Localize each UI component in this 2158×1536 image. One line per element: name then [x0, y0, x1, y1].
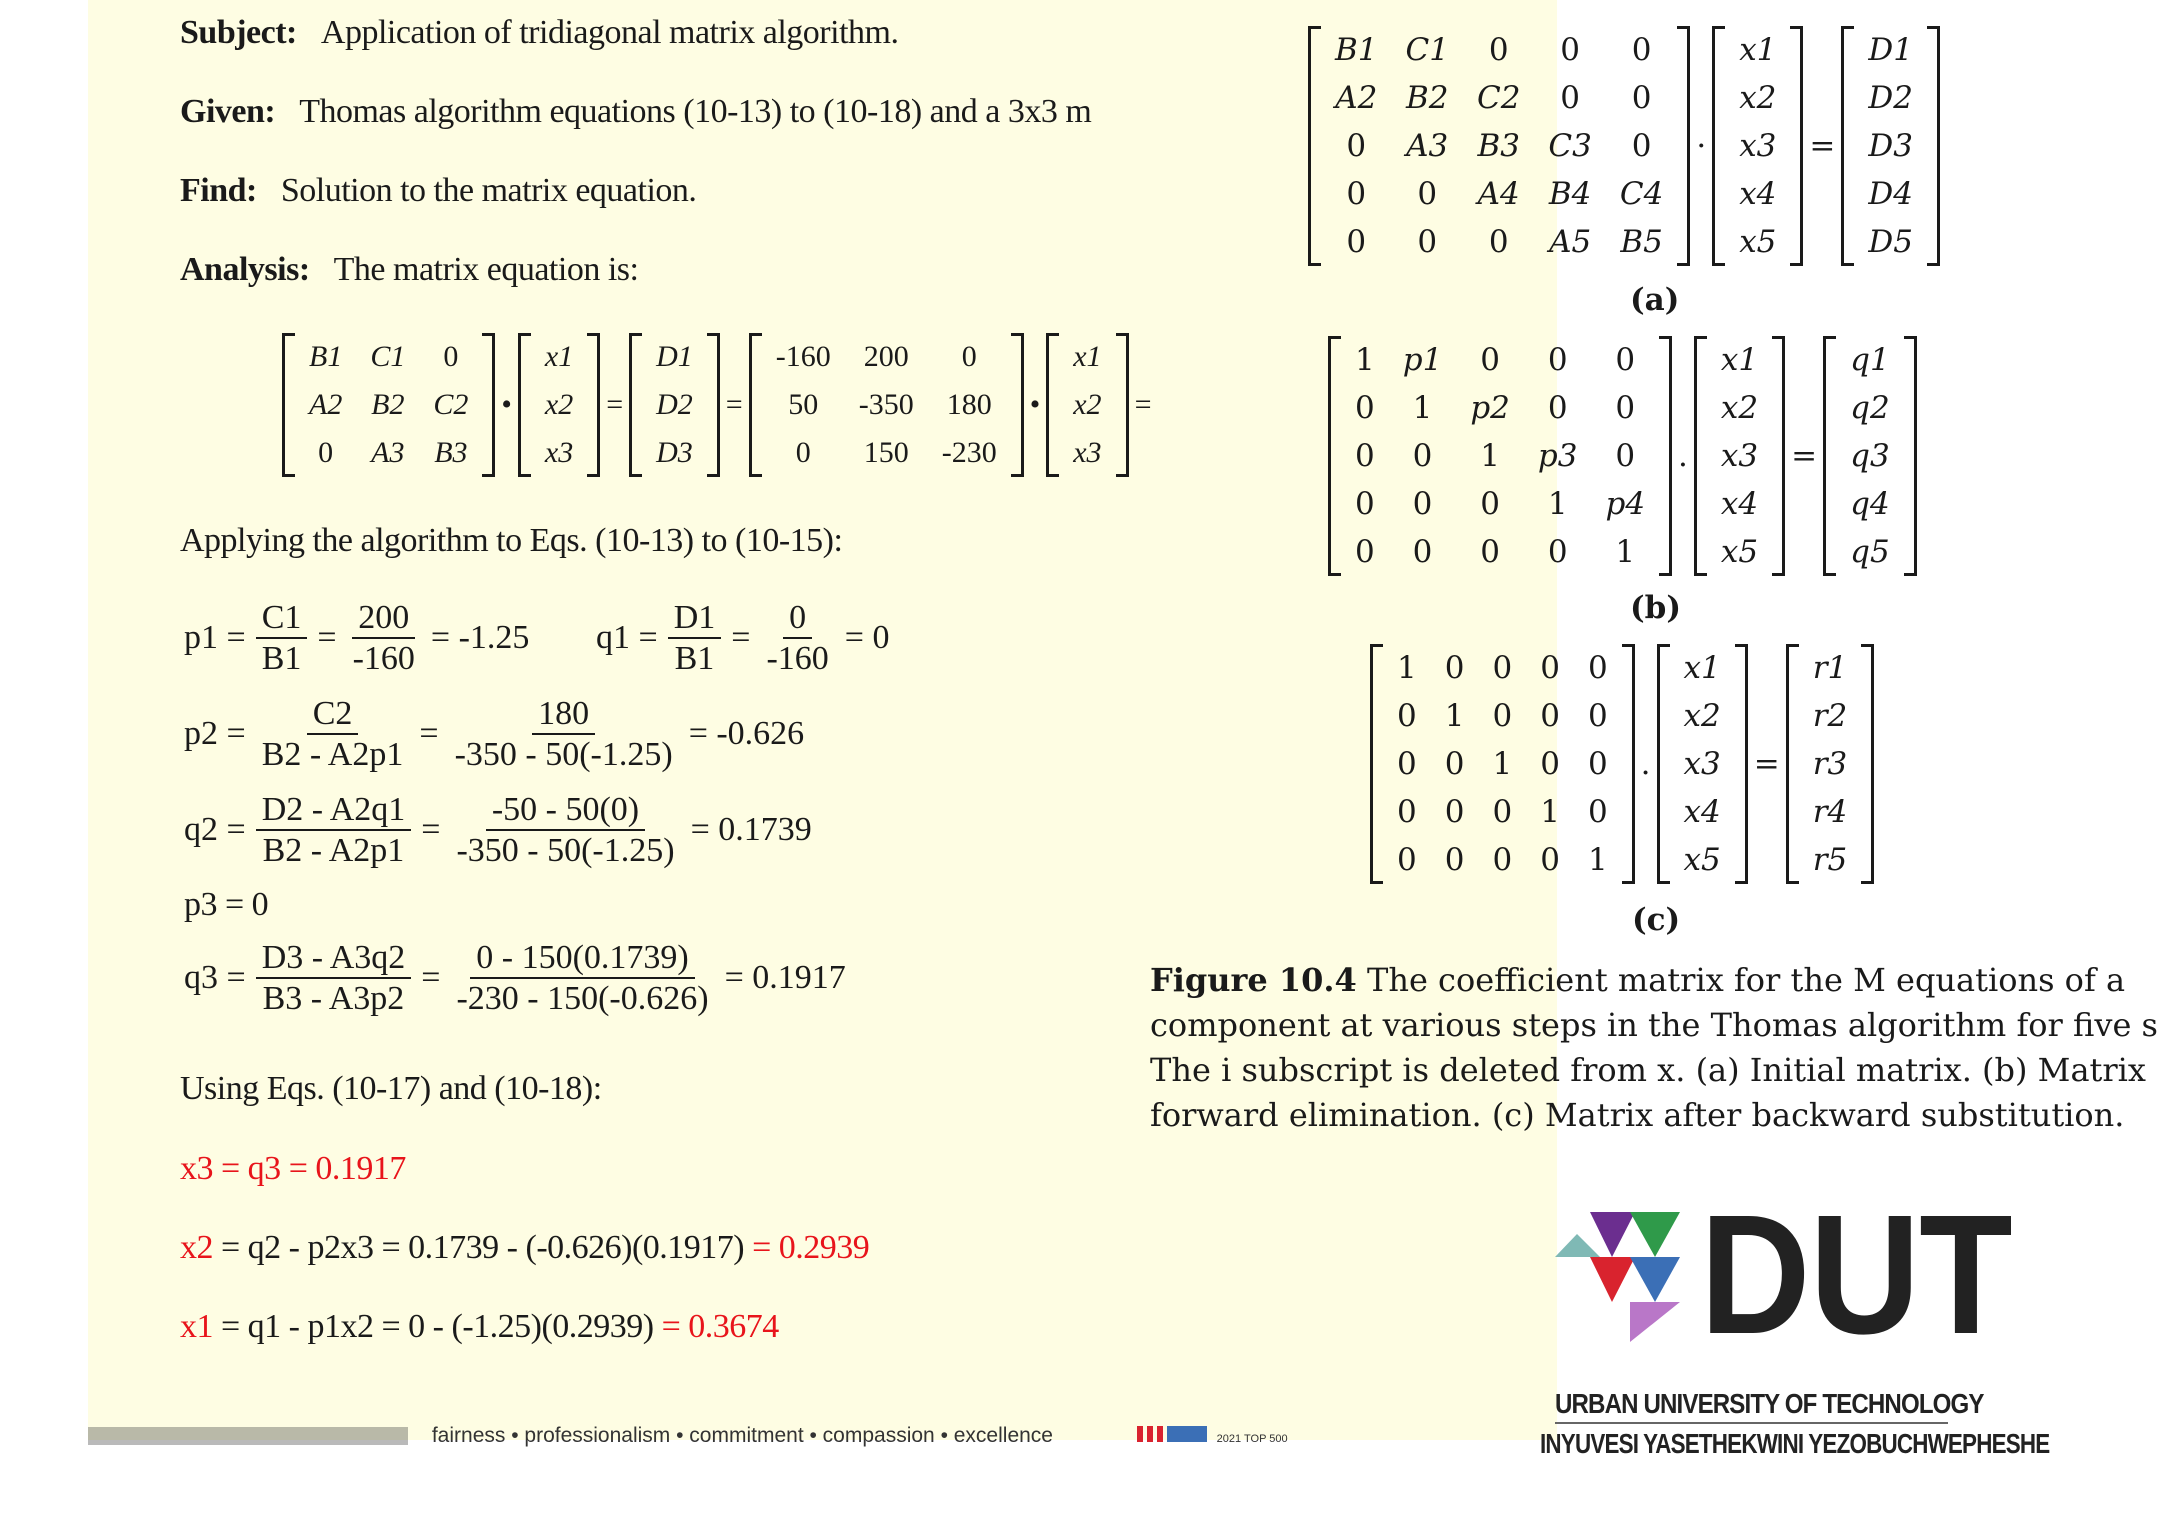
- vector-cell: x5: [1720, 534, 1759, 570]
- vector-cell: x3: [544, 436, 574, 469]
- matrix-cell: 0: [961, 340, 977, 373]
- vector-cell: q3: [1850, 438, 1890, 474]
- vector-cell: r1: [1812, 650, 1848, 686]
- worked-example-panel-lower: [1121, 1172, 1557, 1440]
- step-p2: p2 = $\frac{C2}{B2 - A2p1}$ = $\frac{180}{-350 - 50(-1.25)}$ = -0.626: [184, 695, 805, 774]
- matrix-cell: B1: [1335, 32, 1378, 68]
- using-text: Using Eqs. (10-17) and (10-18):: [180, 1070, 602, 1107]
- matrix-cell: 0: [318, 436, 334, 469]
- envision-logo: [88, 1427, 408, 1445]
- matrix-cell: B1: [309, 340, 343, 373]
- vector-cell: x1: [1739, 32, 1777, 68]
- matrix-cell: A2: [1335, 80, 1378, 116]
- matrix-cell: A3: [1406, 128, 1449, 164]
- vector-cell: x3: [1739, 128, 1777, 164]
- matrix-cell: 0: [1492, 698, 1513, 734]
- logo-triangle: [1590, 1257, 1635, 1302]
- matrix-cell: 1: [1412, 390, 1433, 426]
- subject-line: [180, 14, 898, 52]
- matrix-cell: 0: [1547, 342, 1568, 378]
- matrix-cell: A3: [371, 436, 405, 469]
- vector-cell: x5: [1683, 842, 1721, 878]
- vector-cell: x1: [1073, 340, 1102, 373]
- matrix-cell: 0: [1587, 698, 1608, 734]
- vector-cell: D2: [1868, 80, 1913, 116]
- matrix-cell: 0: [1417, 224, 1438, 260]
- vector-cell: D1: [1868, 32, 1913, 68]
- vector-cell: x1: [1683, 650, 1721, 686]
- result-x2: x2 = q2 - p2x3 = 0.1739 - (-0.626)(0.1917) = 0.2939: [180, 1229, 870, 1266]
- analysis-text: The matrix equation is:: [333, 251, 639, 288]
- vector-cell: r5: [1812, 842, 1848, 878]
- vector-cell: x1: [1720, 342, 1759, 378]
- matrix-cell: 0: [1346, 128, 1367, 164]
- dut-wordmark: DUT: [1700, 1180, 2012, 1370]
- matrix-cell: 0: [1560, 32, 1581, 68]
- matrix-cell: -350: [858, 388, 914, 421]
- d-vector-symbolic: [629, 333, 720, 477]
- matrix-cell: 0: [1615, 342, 1636, 378]
- matrix-cell: 0: [1492, 842, 1513, 878]
- matrix-cell: 1: [1355, 342, 1375, 378]
- vector-cell: x2: [1683, 698, 1721, 734]
- vector-cell: x2: [1720, 390, 1759, 426]
- vector-cell: r4: [1812, 794, 1848, 830]
- matrix-equation: B1 C1 0 A2 B2 C2 0 A3 B3 • x1 x2 x3 = D1 D2 D3 = -160 200 0 50 -350 180 0 150 -230 • x1 x2 x3 =: [282, 333, 1151, 477]
- matrix-cell: 1: [1492, 746, 1513, 782]
- matrix-cell: 0: [1444, 842, 1465, 878]
- given-text: Thomas algorithm equations (10-13) to (10-18) and a 3x3 m: [299, 93, 1092, 130]
- matrix-cell: 0: [1560, 80, 1581, 116]
- matrix-cell: C4: [1619, 176, 1664, 212]
- subject-label: Subject:: [180, 14, 297, 51]
- matrix-cell: 0: [1480, 534, 1500, 570]
- matrix-cell: 0: [1547, 534, 1568, 570]
- coef-matrix-symbolic: [282, 333, 495, 477]
- vector-cell: x3: [1683, 746, 1721, 782]
- footer-values: fairness • professionalism • commitment • compassion • excellence: [431, 1424, 1053, 1447]
- matrix-cell: -160: [775, 340, 831, 373]
- vector-cell: q1: [1850, 342, 1890, 378]
- vector-cell: x1: [544, 340, 574, 373]
- figure-matrix-a: B1 C1 0 0 0 A2 B2 C2 0 0 0 A3 B3 C3 0 0 0 A4 B4 C4 0 0 0 A5 B5 · x1 x2 x3 x4 x5 = D1 D2 D3 D4 D5: [1308, 26, 1940, 266]
- matrix-cell: B4: [1548, 176, 1592, 212]
- matrix-cell: B5: [1620, 224, 1663, 260]
- matrix-cell: 0: [1488, 224, 1509, 260]
- matrix-cell: 0: [1587, 650, 1608, 686]
- figure-caption: Figure 10.4 The coefficient matrix for the M equations of a component at various steps in the Thomas algorithm for five s The i subscript is deleted from x. (a) Initial matrix. (b) Matrix forward elimination. (c) Matrix after backward substitution.: [1150, 961, 2158, 1134]
- subject-text: Application of tridiagonal matrix algorithm.: [320, 14, 899, 51]
- matrix-cell: 0: [1417, 176, 1438, 212]
- matrix-cell: 0: [1631, 80, 1652, 116]
- vector-cell: x2: [544, 388, 574, 421]
- vector-cell: q5: [1850, 534, 1890, 570]
- matrix-cell: 180: [946, 388, 992, 421]
- matrix-cell: 0: [1444, 746, 1465, 782]
- matrix-cell: B3: [1477, 128, 1520, 164]
- given-line: [180, 93, 1120, 131]
- figure-label-a: (a): [1630, 282, 1680, 318]
- matrix-cell: 0: [1480, 342, 1500, 378]
- logo-triangle: [1590, 1212, 1635, 1257]
- vector-cell: D3: [1868, 128, 1913, 164]
- step-q3: q3 = $\frac{D3 - A3q2}{B3 - A3p2}$ = $\frac{0 - 150(0.1739)}{-230 - 150(-0.626)}$ = 0.1917: [184, 939, 846, 1018]
- matrix-cell: 0: [1540, 650, 1560, 686]
- find-text: Solution to the matrix equation.: [280, 172, 697, 209]
- find-line: [180, 172, 696, 210]
- matrix-cell: 1: [1397, 650, 1417, 686]
- matrix-cell: 0: [1587, 746, 1608, 782]
- matrix-cell: 0: [1412, 534, 1433, 570]
- matrix-cell: 0: [1540, 842, 1560, 878]
- matrix-cell: 200: [863, 340, 909, 373]
- x-vector-symbolic: [518, 333, 600, 477]
- matrix-cell: p3: [1537, 438, 1578, 474]
- result-x3: x3 = q3 = 0.1917: [180, 1150, 406, 1187]
- vector-cell: x5: [1739, 224, 1777, 260]
- coef-matrix-numeric: [749, 333, 1024, 477]
- result-x1: x1 = q1 - p1x2 = 0 - (-1.25)(0.2939) = 0.3674: [180, 1308, 779, 1345]
- vector-cell: x4: [1739, 176, 1777, 212]
- matrix-cell: 0: [1397, 746, 1417, 782]
- vector-cell: x4: [1683, 794, 1721, 830]
- matrix-cell: 1: [1615, 534, 1636, 570]
- vector-cell: r2: [1812, 698, 1848, 734]
- matrix-cell: C2: [433, 388, 469, 421]
- matrix-cell: 0: [1355, 534, 1375, 570]
- figure-label-c: (c): [1632, 902, 1681, 938]
- matrix-cell: 0: [1355, 486, 1375, 522]
- step-p1: p1 = $\frac{C1}{B1}$ = $\frac{200}{-160}$ = -1.25: [184, 599, 530, 678]
- matrix-cell: 0: [795, 436, 811, 469]
- vector-cell: D4: [1868, 176, 1913, 212]
- matrix-cell: 0: [1397, 842, 1417, 878]
- analysis-line: [180, 251, 638, 289]
- matrix-cell: 0: [1346, 176, 1367, 212]
- dut-name-zulu: INYUVESI YASETHEKWINI YEZOBUCHWEPHESHE: [1540, 1428, 2050, 1459]
- vector-cell: x3: [1073, 436, 1102, 469]
- matrix-cell: 0: [1397, 698, 1417, 734]
- matrix-cell: 0: [1547, 390, 1568, 426]
- step-p3: p3 = 0: [184, 886, 269, 923]
- matrix-cell: 0: [1444, 650, 1465, 686]
- step-q1: q1 = $\frac{D1}{B1}$ = $\frac{0}{-160}$ = 0: [596, 599, 890, 678]
- matrix-cell: 0: [443, 340, 459, 373]
- matrix-cell: p2: [1470, 390, 1510, 426]
- matrix-cell: C1: [1405, 32, 1449, 68]
- matrix-cell: p1: [1402, 342, 1443, 378]
- matrix-cell: B3: [434, 436, 468, 469]
- footer-bar: [88, 1424, 1288, 1448]
- given-label: Given:: [180, 93, 276, 130]
- matrix-cell: 0: [1480, 486, 1500, 522]
- step-q2: q2 = $\frac{D2 - A2q1}{B2 - A2p1}$ = $\frac{-50 - 50(0)}{-350 - 50(-1.25)}$ = 0.1739: [184, 791, 812, 870]
- matrix-cell: 0: [1615, 390, 1636, 426]
- logo-divider: [1555, 1422, 1948, 1424]
- figure-matrix-c: 1 0 0 0 0 0 1 0 0 0 0 0 1 0 0 0 0 0 1 0 0 0 0 0 1 . x1 x2 x3 x4 x5 = r1 r2 r3 r4 r5: [1370, 644, 1874, 884]
- matrix-cell: 0: [1355, 390, 1375, 426]
- matrix-cell: C1: [370, 340, 406, 373]
- matrix-cell: 0: [1492, 650, 1513, 686]
- matrix-cell: 1: [1480, 438, 1500, 474]
- matrix-cell: C3: [1548, 128, 1592, 164]
- matrix-cell: A5: [1549, 224, 1592, 260]
- matrix-cell: 0: [1412, 438, 1433, 474]
- matrix-cell: 0: [1488, 32, 1509, 68]
- figure-matrix-b: 1 p1 0 0 0 0 1 p2 0 0 0 0 1 p3 0 0 0 0 1 p4 0 0 0 0 1 . x1 x2 x3 x4 x5 = q1 q2 q3 q4 q5: [1328, 336, 1917, 576]
- matrix-cell: 0: [1631, 32, 1652, 68]
- applying-text: Applying the algorithm to Eqs. (10-13) to (10-15):: [180, 522, 843, 559]
- matrix-cell: 150: [863, 436, 909, 469]
- matrix-cell: A2: [309, 388, 343, 421]
- vector-cell: x2: [1739, 80, 1777, 116]
- logo-triangle: [1630, 1212, 1680, 1257]
- matrix-cell: C2: [1476, 80, 1521, 116]
- matrix-cell: 1: [1540, 794, 1560, 830]
- matrix-cell: 0: [1631, 128, 1652, 164]
- logo-triangle: [1630, 1302, 1680, 1342]
- logo-triangle: [1555, 1234, 1600, 1257]
- matrix-cell: B2: [1405, 80, 1449, 116]
- matrix-cell: p4: [1605, 486, 1646, 522]
- matrix-cell: 0: [1615, 438, 1636, 474]
- matrix-cell: 0: [1587, 794, 1608, 830]
- matrix-cell: 50: [788, 388, 819, 421]
- matrix-cell: 0: [1346, 224, 1367, 260]
- matrix-cell: -230: [941, 436, 997, 469]
- vector-cell: D1: [656, 340, 693, 373]
- vector-cell: r3: [1812, 746, 1848, 782]
- x-vector-numeric: [1046, 333, 1128, 477]
- vector-cell: D2: [656, 388, 693, 421]
- matrix-cell: B2: [371, 388, 405, 421]
- matrix-cell: 0: [1540, 746, 1560, 782]
- matrix-cell: 0: [1444, 794, 1465, 830]
- vector-cell: q4: [1850, 486, 1890, 522]
- find-label: Find:: [180, 172, 257, 209]
- matrix-cell: 0: [1355, 438, 1375, 474]
- matrix-cell: 1: [1547, 486, 1568, 522]
- figure-label-b: (b): [1630, 590, 1682, 626]
- matrix-cell: A4: [1477, 176, 1520, 212]
- dut-name-english: URBAN UNIVERSITY OF TECHNOLOGY: [1555, 1388, 1984, 1419]
- vector-cell: D5: [1868, 224, 1913, 260]
- matrix-cell: 1: [1444, 698, 1465, 734]
- vector-cell: x3: [1720, 438, 1759, 474]
- matrix-cell: 0: [1540, 698, 1560, 734]
- ranking-badge: 2021 TOP 500: [1137, 1424, 1288, 1448]
- analysis-label: Analysis:: [180, 251, 310, 288]
- vector-cell: x4: [1720, 486, 1759, 522]
- matrix-cell: 0: [1397, 794, 1417, 830]
- logo-triangle: [1630, 1257, 1680, 1302]
- matrix-cell: 1: [1587, 842, 1608, 878]
- vector-cell: D3: [656, 436, 693, 469]
- vector-cell: x2: [1073, 388, 1102, 421]
- matrix-cell: 0: [1412, 486, 1433, 522]
- matrix-cell: 0: [1492, 794, 1513, 830]
- vector-cell: q2: [1850, 390, 1890, 426]
